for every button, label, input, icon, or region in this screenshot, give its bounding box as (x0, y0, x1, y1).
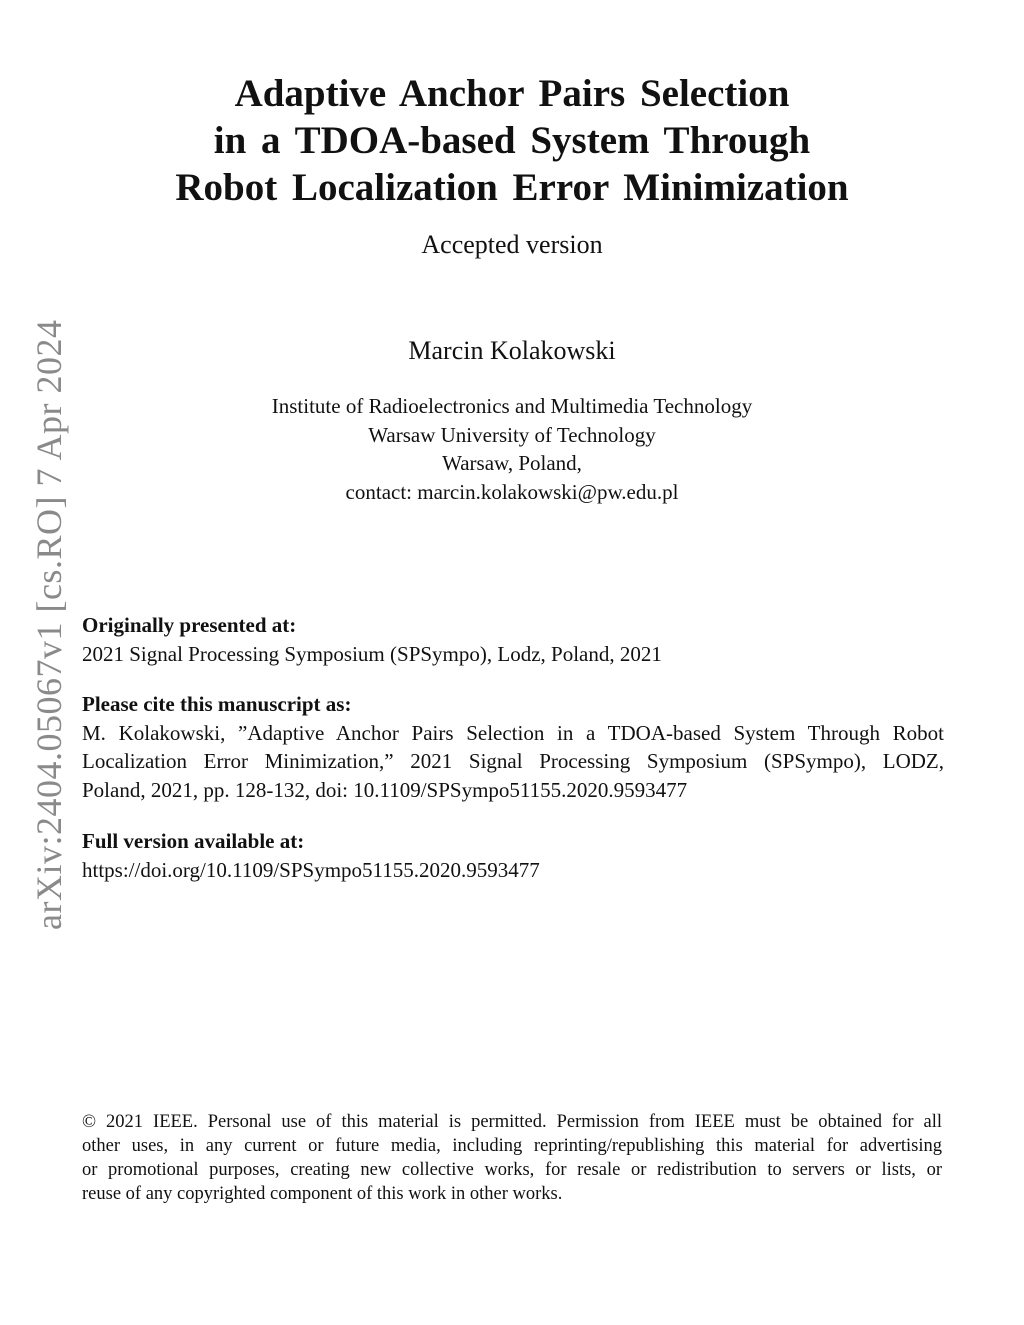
presented-section (82, 611, 944, 668)
affiliation-location: Warsaw, Poland, (442, 451, 582, 475)
title-line-3: Robot Localization Error Minimization (175, 166, 849, 209)
title-line-1: Adaptive Anchor Pairs Selection (234, 72, 790, 115)
copyright-line-2: other uses, in any current or future media, including reprinting/republishing this material for advertising (82, 1136, 942, 1156)
copyright-line-1: © 2021 IEEE. Personal use of this material is permitted. Permission from IEEE must be obtained for all (82, 1112, 942, 1132)
cite-line-3: Poland, 2021, pp. 128-132, doi: 10.1109/SPSympo51155.2020.9593477 (82, 777, 688, 802)
cite-section (82, 690, 944, 804)
presented-heading: Originally presented at: (82, 613, 297, 637)
affiliation-institute: Institute of Radioelectronics and Multimedia Technology (271, 394, 753, 418)
copyright-notice (82, 1110, 942, 1206)
affiliation-contact: contact: marcin.kolakowski@pw.edu.pl (345, 479, 679, 504)
cite-line-1: M. Kolakowski, ”Adaptive Anchor Pairs Selection in a TDOA-based System Through Robot (82, 720, 944, 745)
affiliation-university: Warsaw University of Technology (368, 422, 656, 447)
author-affiliation (0, 392, 1024, 506)
copyright-line-3: or promotional purposes, creating new collective works, for resale or redistribution to servers or lists, or (82, 1160, 942, 1180)
cite-line-2: Localization Error Minimization,” 2021 Signal Processing Symposium (SPSympo), LODZ, (82, 749, 944, 773)
arxiv-identifier-stamp: arXiv:2404.05067v1 [cs.RO] 7 Apr 2024 (29, 319, 69, 930)
copyright-line-4: reuse of any copyrighted component of this work in other works. (82, 1184, 563, 1204)
paper-title (0, 70, 1024, 211)
version-subtitle: Accepted version (421, 230, 603, 259)
full-version-heading: Full version available at: (82, 829, 305, 853)
title-line-2: in a TDOA-based System Through (213, 119, 811, 162)
cite-heading: Please cite this manuscript as: (82, 692, 352, 716)
full-version-section (82, 827, 944, 884)
author-name: Marcin Kolakowski (408, 336, 616, 365)
presented-text: 2021 Signal Processing Symposium (SPSympo), Lodz, Poland, 2021 (82, 641, 662, 666)
full-version-link[interactable]: https://doi.org/10.1109/SPSympo51155.2020.9593477 (82, 857, 540, 882)
